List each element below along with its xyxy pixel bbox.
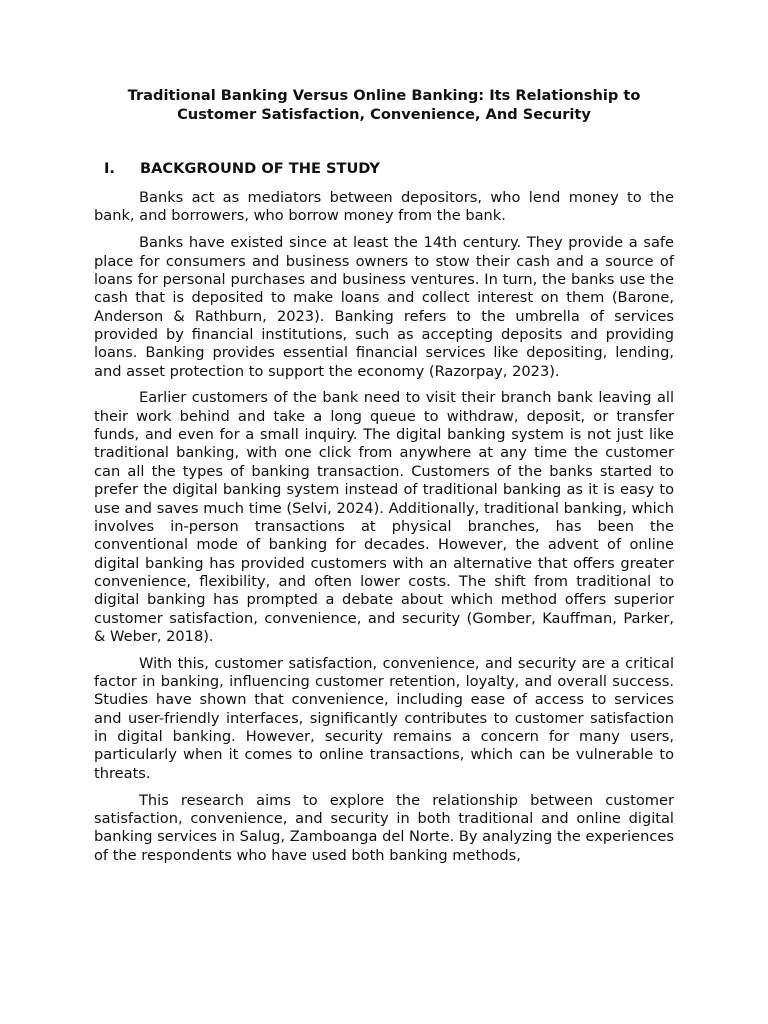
paragraph: Banks act as mediators between depositors, who lend money to the bank, and borrowers, who borrow money from the bank. [94,189,674,225]
section-number: I. [104,160,115,177]
document-title: Traditional Banking Versus Online Banking: Its Relationship to Customer Satisfaction, Convenience, And Security [127,87,641,123]
paragraph: Earlier customers of the bank need to visit their branch bank leaving all their work behind and take a long queue to withdraw, deposit, or transfer funds, and even for a small inquiry. The digital banking system is not just like traditional banking, with one click from anywhere at any time the customer can all the types of banking transaction. Customers of the banks started to prefer the digital banking system instead of traditional banking as it is easy to use and saves much time (Selvi, 2024). Additionally, traditional banking, which involves in-person transactions at physical branches, has been the conventional mode of banking for decades. However, the advent of online digital banking has provided customers with an alternative that offers greater convenience, flexibility, and often lower costs. The shift from traditional to digital banking has prompted a debate about which method offers superior customer satisfaction, convenience, and security (Gomber, Kauffman, Parker, & Weber, 2018). [94,389,674,645]
paragraph: With this, customer satisfaction, convenience, and security are a critical factor in banking, influencing customer retention, loyalty, and overall success. Studies have shown that convenience, including ease of access to services and user-friendly interfaces, significantly contributes to customer satisfaction in digital banking. However, security remains a concern for many users, particularly when it comes to online transactions, which can be vulnerable to threats. [94,654,674,782]
section-heading-text: BACKGROUND OF THE STUDY [140,160,380,177]
paragraph: Banks have existed since at least the 14th century. They provide a safe place for consumers and business owners to stow their cash and a source of loans for personal purchases and business ventures. In turn, the banks use the cash that is deposited to make loans and collect interest on them (Barone, Anderson & Rathburn, 2023). Banking refers to the umbrella of services provided by financial institutions, such as accepting deposits and providing loans. Banking provides essential financial services like depositing, lending, and asset protection to support the economy (Razorpay, 2023). [94,234,674,380]
document-body [94,189,674,874]
paragraph: This research aims to explore the relationship between customer satisfaction, convenience, and security in both traditional and online digital banking services in Salug, Zamboanga del Norte. By analyzing the experiences of the respondents who have used both banking methods, [94,791,674,864]
section-heading [104,160,380,179]
